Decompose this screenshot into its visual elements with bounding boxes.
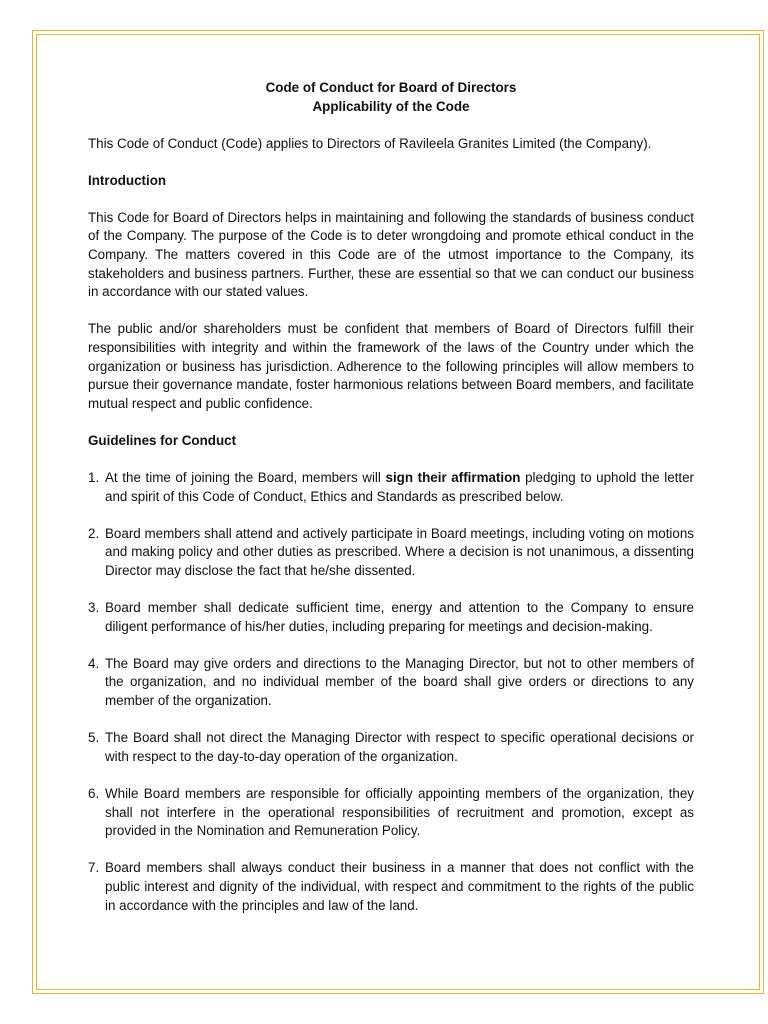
guideline-number: 7.	[88, 860, 100, 876]
guideline-item	[88, 859, 694, 915]
guideline-number: 5.	[88, 730, 100, 746]
introduction-paragraph-1: This Code for Board of Directors helps in maintaining and following the standards of business conduct of the Company. The purpose of the Code is to deter wrongdoing and promote ethical conduct in the Company. The matters covered in this Code are of the utmost importance to the Company, its stakeholders and business partners. Further, these are essential so that we can conduct our business in accordance with our stated values.	[88, 209, 694, 300]
guideline-item	[88, 599, 694, 636]
applicability-paragraph: This Code of Conduct (Code) applies to Directors of Ravileela Granites Limited (the Company).	[88, 135, 652, 151]
document-title: Code of Conduct for Board of Directors	[265, 80, 517, 95]
guideline-number: 2.	[88, 525, 100, 541]
guideline-text: While Board members are responsible for officially appointing members of the organization, they shall not interfere in the operational responsibilities of recruitment and promotion, except as provided in the Nomination and Remuneration Policy.	[105, 786, 694, 839]
introduction-paragraph-2: The public and/or shareholders must be confident that members of Board of Directors fulfill their responsibilities with integrity and within the framework of the laws of the Country under which the organization or business has jurisdiction. Adherence to the following principles will allow members to pursue their governance mandate, foster harmonious relations between Board members, and facilitate mutual respect and public confidence.	[88, 321, 694, 411]
guideline-text: Board members shall attend and actively participate in Board meetings, including voting on motions and making policy and other duties as prescribed. Where a decision is not unanimous, a dissenting Director may disclose the fact that he/she dissented.	[105, 525, 694, 578]
guideline-number: 3.	[88, 600, 100, 616]
guideline-text: Board members shall always conduct their business in a manner that does not conflict with the public interest and dignity of the individual, with respect and commitment to the rights of the public in accordance with the principles and law of the land.	[105, 860, 694, 913]
document-subtitle: Applicability of the Code	[312, 98, 470, 114]
guidelines-heading: Guidelines for Conduct	[88, 432, 237, 448]
document-body	[88, 79, 694, 915]
guideline-text: Board member shall dedicate sufficient time, energy and attention to the Company to ensure diligent performance of his/her duties, including preparing for meetings and decision-making.	[105, 600, 694, 634]
guideline-item	[88, 469, 694, 506]
introduction-heading: Introduction	[88, 172, 167, 188]
guideline-number: 4.	[88, 655, 100, 671]
guideline-text: The Board may give orders and directions to the Managing Director, but not to other members of the organization, and no individual member of the board shall give orders or directions to any member of the organization.	[105, 655, 694, 709]
guideline-item	[88, 729, 694, 766]
guideline-item	[88, 525, 694, 581]
guideline-number: 1.	[88, 469, 100, 485]
guideline-item	[88, 785, 694, 841]
guideline-item	[88, 655, 694, 711]
guideline-text: At the time of joining the Board, members will sign their affirmation pledging to uphold the letter and spirit of this Code of Conduct, Ethics and Standards as prescribed below.	[105, 469, 694, 504]
guideline-text: The Board shall not direct the Managing Director with respect to specific operational decisions or with respect to the day-to-day operation of the organization.	[105, 730, 694, 764]
guidelines-list	[88, 469, 694, 915]
guideline-number: 6.	[88, 786, 100, 801]
guideline-emphasis: sign their affirmation	[385, 469, 521, 485]
